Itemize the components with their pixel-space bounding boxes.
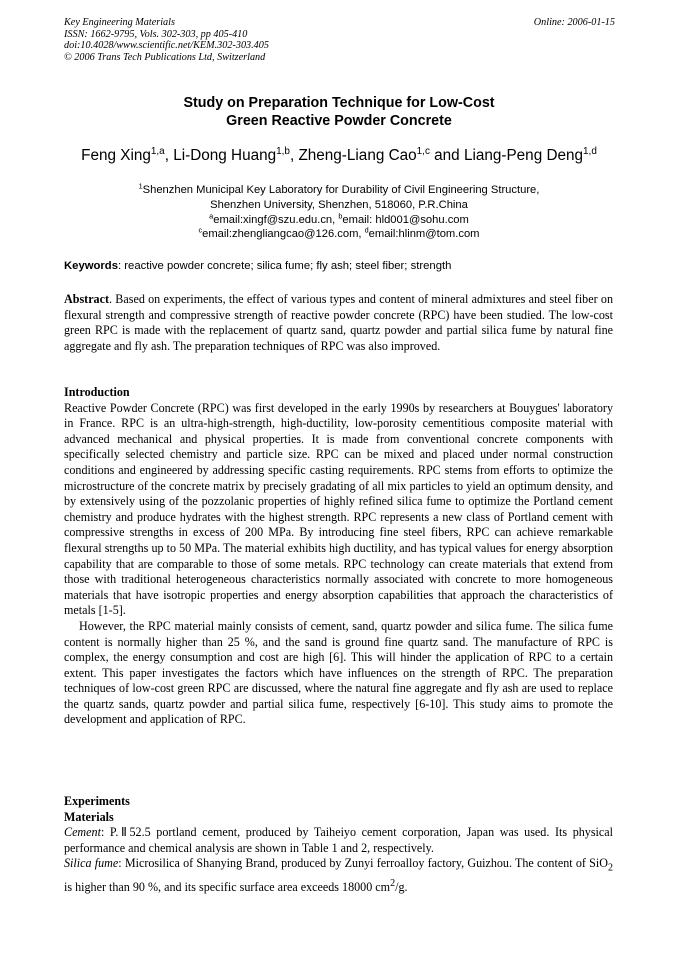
introduction-paragraph-1: Reactive Powder Concrete (RPC) was first developed in the early 1990s by researchers at Bouygues' laboratory in France. RPC is an ultra-high-strength, high-ductility, low-porosity cementitious composite material with advanced mechanical and physical properties. It is made from conventional concrete components with specifically selected chemistry and particle size. RPC can be mixed and placed under normal construction conditions and engineered by addressing specific casting requirements. RPC stems from efforts to optimize the microstructure of the concrete matrix by precisely gradating of all mix particles to yield an optimum density, and by extensively using of the pozzolanic properties of highly refined silica fume to optimize the Portland cement chemistry and produce hydrates with the highest strength. RPC represents a new class of Portland cement with compressive strengths in excess of 200 MPa. By introducing fine steel fibers, RPC can achieve remarkable flexural strengths up to 50 MPa. The material exhibits high ductility, and has typical values for energy absorption capability that are comparable to those of some metals. RPC technology can create materials that extend from those with traditional heterogeneous characteristics normally associated with concrete to more homogeneous materials that have isotropic properties and energy absorption capabilities that approach the characteristics of metals [1-5]. xyxy=(64,400,613,618)
abstract-text: . Based on experiments, the effect of various types and content of mineral admixtures and steel fiber on flexural strength and compressive strength of reactive powder concrete (RPC) have been studied. The low-cost green RPC is made with the replacement of quartz sand, quartz powder and partial silica fume by natural fine aggregate and fly ash. The preparation techniques of RPC was also improved. xyxy=(64,292,613,353)
author-name: Feng Xing xyxy=(81,147,151,164)
email-superscript: d xyxy=(364,225,369,235)
keywords-label: Keywords xyxy=(64,260,118,272)
author-list xyxy=(0,146,678,166)
title-line-1: Study on Preparation Technique for Low-Cost xyxy=(183,95,495,111)
cement-text: : P.Ⅱ52.5 portland cement, produced by Taiheiyo cement corporation, Japan was used. Its physical performance and chemical analysis are shown in Table 1 and 2, respectively. xyxy=(64,825,613,855)
cement-label: Cement xyxy=(64,825,101,840)
silica-fume-label: Silica fume xyxy=(64,856,119,871)
author-separator: and xyxy=(429,147,464,164)
email-line-1 xyxy=(0,210,678,228)
abstract-paragraph xyxy=(64,292,613,354)
issn-line: ISSN: 1662-9795, Vols. 302-303, pp 405-410 xyxy=(64,28,248,40)
silica-fume-paragraph xyxy=(64,856,613,896)
silica-fume-text: is higher than 90 %, and its specific surface area exceeds 18000 cm xyxy=(64,880,391,895)
email-superscript: c xyxy=(198,225,203,235)
email-text: email: hld001@sohu.com xyxy=(342,213,469,226)
author-separator: , xyxy=(289,147,299,164)
journal-header xyxy=(64,17,269,63)
abstract-block xyxy=(64,292,613,354)
title-line-2: Green Reactive Powder Concrete xyxy=(226,113,452,129)
introduction-section xyxy=(64,385,613,728)
author-superscript: 1,a xyxy=(150,145,165,157)
paper-title xyxy=(0,94,678,130)
experiments-section xyxy=(64,794,613,896)
author-superscript: 1,c xyxy=(416,145,430,157)
superscript: 2 xyxy=(390,878,396,890)
author-name: Li-Dong Huang xyxy=(173,147,277,164)
silica-fume-text: /g. xyxy=(395,880,408,895)
cement-paragraph xyxy=(64,825,613,856)
journal-name: Key Engineering Materials xyxy=(64,17,175,28)
experiments-heading: Experiments xyxy=(64,794,130,808)
subscript: 2 xyxy=(607,862,613,874)
copyright-line: © 2006 Trans Tech Publications Ltd, Switzerland xyxy=(64,51,266,63)
keywords-text: : reactive powder concrete; silica fume; fly ash; steel fiber; strength xyxy=(118,260,452,272)
affiliation-text: Shenzhen Municipal Key Laboratory for Durability of Civil Engineering Structure, xyxy=(142,184,540,196)
email-line-2 xyxy=(0,227,678,242)
email-text: email:zhengliangcao@126.com, xyxy=(202,228,365,241)
affiliation-line-2: Shenzhen University, Shenzhen, 518060, P.R.China xyxy=(210,198,468,211)
doi-line: doi:10.4028/www.scientific.net/KEM.302-303.405 xyxy=(64,40,269,51)
keywords-line xyxy=(64,259,451,273)
materials-subheading: Materials xyxy=(64,809,114,824)
affiliation-superscript: 1 xyxy=(138,181,143,191)
author-name: Liang-Peng Deng xyxy=(463,147,584,164)
author-superscript: 1,d xyxy=(583,145,597,157)
email-superscript: b xyxy=(338,210,343,220)
introduction-paragraph-2: However, the RPC material mainly consists of cement, sand, quartz powder and silica fume. The silica fume content is normally higher than 25 %, and the sand is ground fine quartz sand. The manufacture of RPC is complex, the energy consumption and cost are high [6]. This will hinder the application of RPC to a certain extent. This paper investigates the factors which have influences on the strength of RPC. The preparation techniques of low-cost green RPC are discussed, where the natural fine aggregate and fly ash are used to replace the quartz sands, quartz powder and partial silica fume, respectively [6-10]. This study aims to promote the development and application of RPC. xyxy=(64,618,613,727)
affiliation-line-1 xyxy=(0,183,678,198)
email-text: email:hlinm@tom.com xyxy=(368,228,480,241)
email-superscript: a xyxy=(209,210,214,220)
author-name: Zheng-Liang Cao xyxy=(298,147,417,164)
author-separator: , xyxy=(164,147,174,164)
silica-fume-text: : Microsilica of Shanying Brand, produced by Zunyi ferroalloy factory, Guizhou. The content of SiO xyxy=(118,856,608,871)
introduction-heading: Introduction xyxy=(64,385,130,399)
abstract-label: Abstract xyxy=(64,292,110,306)
online-date: Online: 2006-01-15 xyxy=(533,17,615,28)
email-text: email:xingf@szu.edu.cn, xyxy=(213,213,339,226)
author-superscript: 1,b xyxy=(276,145,290,157)
affiliation-block xyxy=(0,183,678,242)
